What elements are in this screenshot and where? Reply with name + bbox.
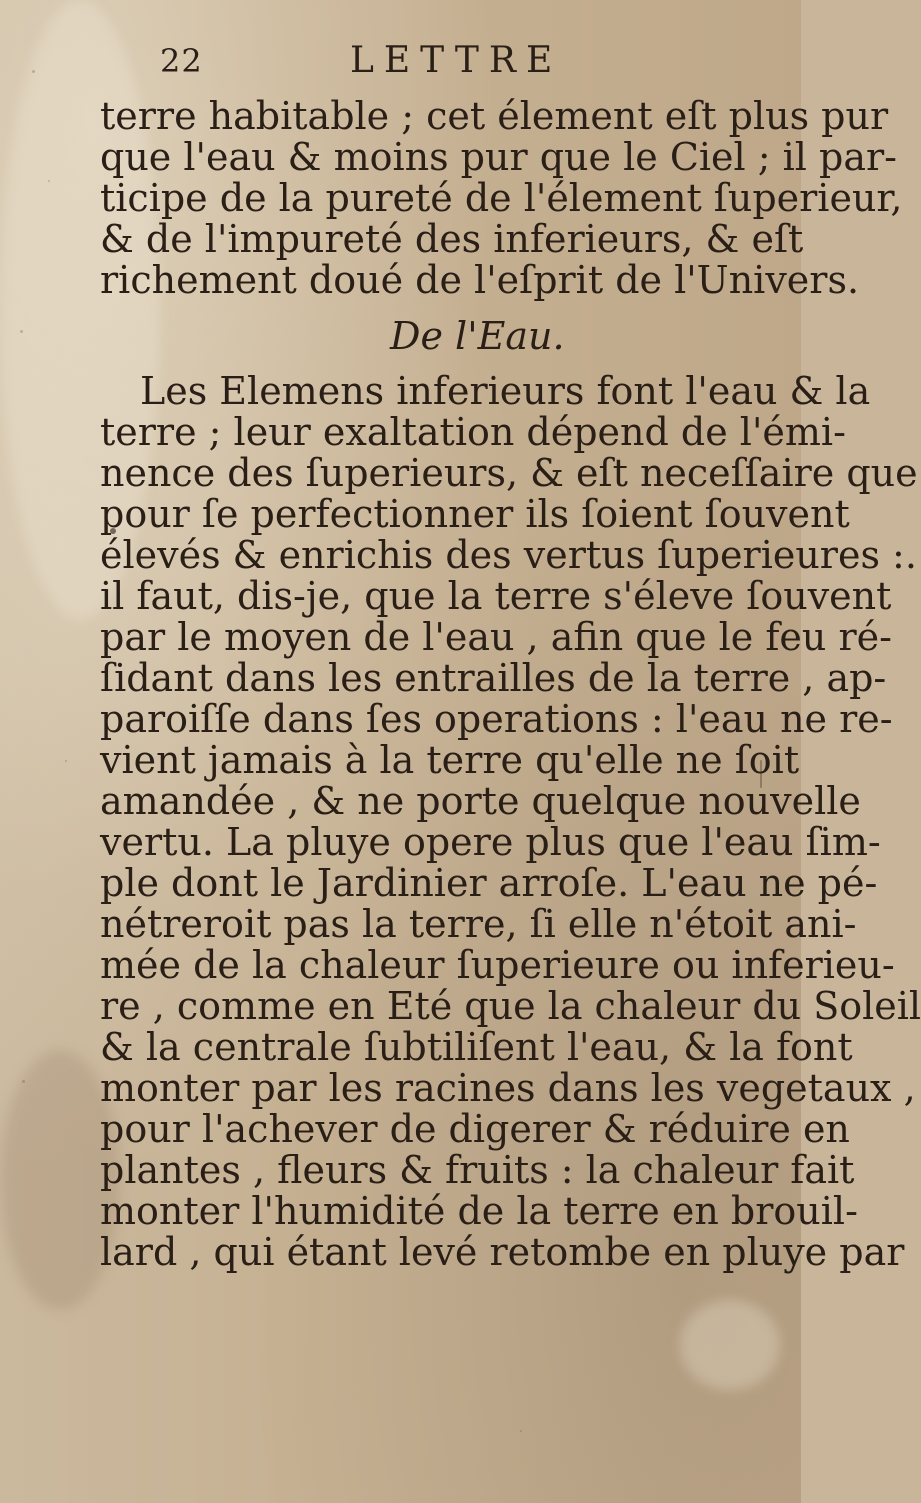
text-line: paroiſſe dans ſes operations : l'eau ne re- [100,697,893,741]
text-line: richement doué de l'eſprit de l'Univers. [100,258,860,302]
text-line: ticipe de la pureté de l'élement ſuperieur, [100,176,903,220]
text-line: lard , qui étant levé retombe en pluye par [100,1230,905,1274]
text-line: vient jamais à la terre qu'elle ne ſoit [100,738,800,782]
text-line: il faut, dis-je, que la terre s'éleve ſouvent [100,574,892,618]
text-line: pour l'achever de digerer & réduire en [100,1107,850,1151]
text-line: & la centrale ſubtiliſent l'eau, & la font [100,1025,853,1069]
running-title: LETTRE [350,40,563,81]
text-line: monter par les racines dans les vegetaux , [100,1066,916,1110]
page-number: 22 [160,42,203,80]
text-block [100,36,921,1274]
text-line: terre habitable ; cet élement eſt plus pur [100,94,889,138]
text-line: nence des ſuperieurs, & eſt neceſſaire que [100,451,918,495]
text-line: plantes , fleurs & fruits : la chaleur fait [100,1148,855,1192]
text-line: mée de la chaleur ſuperieure ou inferieu- [100,943,895,987]
text-line: amandée , & ne porte quelque nouvelle [100,779,861,823]
paper-stain [680,1300,780,1390]
text-line: ſidant dans les entrailles de la terre , ap- [100,656,887,700]
page-header [100,36,790,96]
text-line: pour ſe perfectionner ils ſoient ſouvent [100,492,850,536]
text-line: élevés & enrichis des vertus ſuperieures :. [100,533,917,577]
text-line: par le moyen de l'eau , afin que le feu ré- [100,615,892,659]
text-line: re , comme en Eté que la chaleur du Soleil [100,984,921,1028]
paragraph-2 [100,369,921,1274]
text-line: Les Elemens inferieurs font l'eau & la [140,369,871,413]
text-line: vertu. La pluye opere plus que l'eau ſim- [100,820,881,864]
text-line: terre ; leur exaltation dépend de l'émi- [100,410,846,454]
text-line: monter l'humidité de la terre en brouil- [100,1189,858,1233]
text-line: que l'eau & moins pur que le Ciel ; il par- [100,135,898,179]
text-line: & de l'impureté des inferieurs, & eſt [100,217,804,261]
text-line: nétreroit pas la terre, ſi elle n'étoit ani- [100,902,857,946]
section-title: De l'Eau. [390,314,565,358]
text-line: ple dont le Jardinier arroſe. L'eau ne pé- [100,861,878,905]
paragraph-1 [100,94,903,302]
